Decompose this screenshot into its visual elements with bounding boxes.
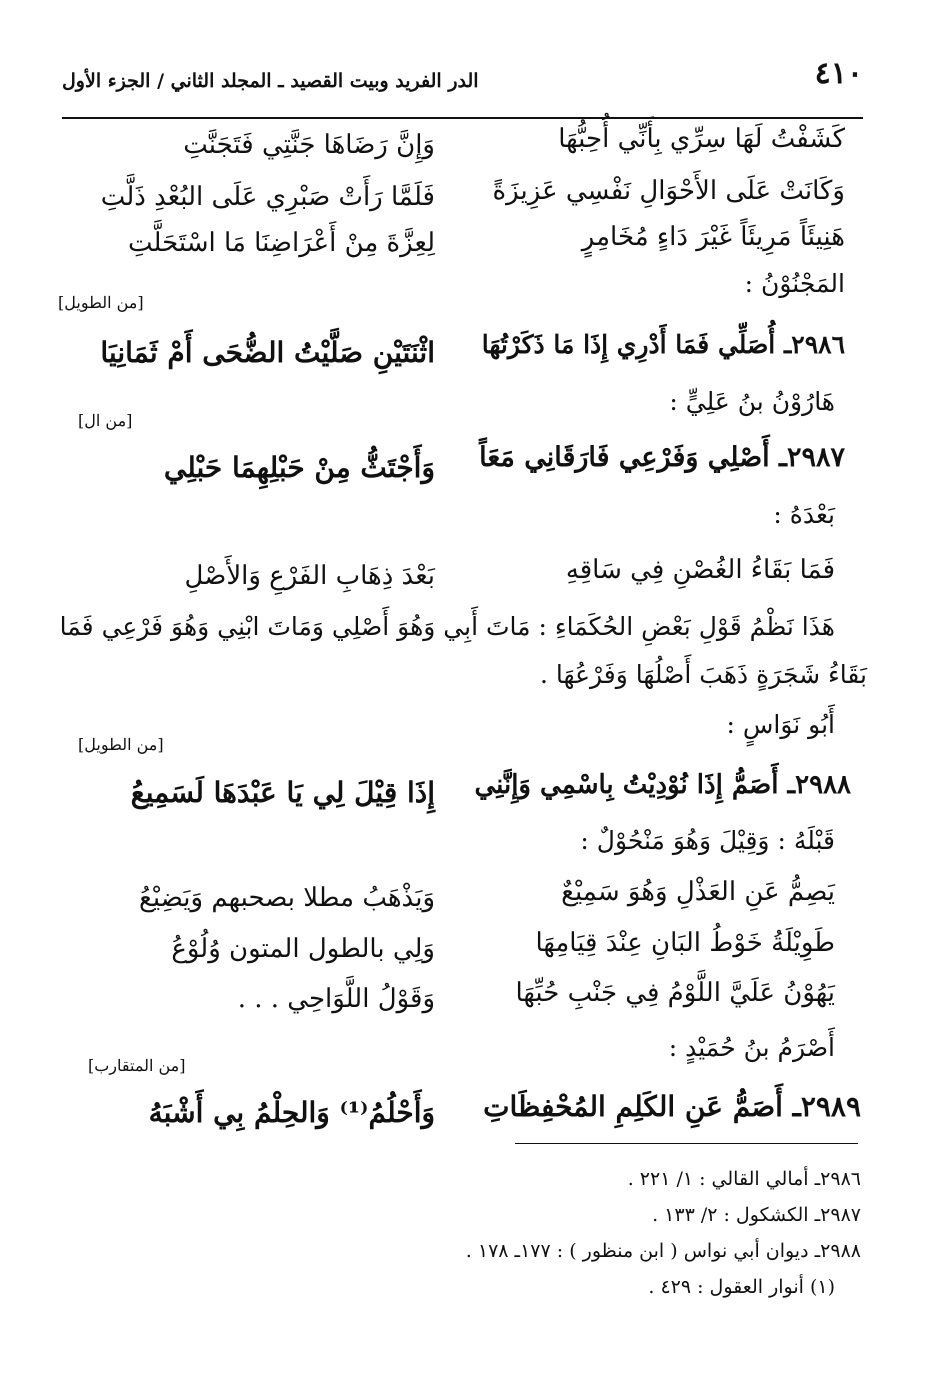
- verse-hemistich-right: يَصِمُّ عَنِ العَذْلِ وَهُوَ سَمِيْعٌ: [561, 877, 835, 907]
- footnote-rule: [515, 1143, 858, 1144]
- verse-hemistich-left: وَقَوْلُ اللَّوَاحِي . . .: [237, 984, 435, 1014]
- verse-hemistich-left: وَأَجْتَثُّ مِنْ حَبْلِهِمَا حَبْلِي: [163, 451, 435, 484]
- verse-hemistich-left: فَلَمَّا رَأَتْ صَبْرِي عَلَى البُعْدِ ذَلَّتِ: [100, 182, 435, 212]
- verse-hemistich-left: إِذَا قِيْلَ لِي يَا عَبْدَهَا لَسَمِيعُ: [130, 776, 435, 809]
- verse-hemistich-right: يَهُوْنُ عَلَيَّ اللَّوْمُ فِي جَنْبِ حُبِّهَا: [515, 978, 835, 1008]
- verse-hemistich-left: وَإِنَّ رَضَاهَا جَنَّتِي فَتَجَنَّتِ: [183, 130, 435, 160]
- meter-label: [من الطويل]: [78, 735, 164, 754]
- meter-label: [من ال]: [78, 411, 133, 430]
- verse-hemistich-right: كَشَفْتُ لَهَا سِرِّي بِأَنِّي أُحِبُّهَا: [558, 124, 845, 154]
- poet-name: هَارُوْنُ بنُ عَلِيٍّ :: [669, 387, 835, 416]
- verse-number-hemistich: ٢٩٨٨ـ أَصَمُّ إِذَا نُوْدِيْتُ بِاسْمِي وَإِنَّنِي: [474, 770, 851, 800]
- verse-number-hemistich: ٢٩٨٦ـ أُصَلِّي فَمَا أَدْرِي إِذَا مَا ذَكَرْتُهَا: [481, 330, 845, 359]
- verse-hemistich-right: وَكَانَتْ عَلَى الأَحْوَالِ نَفْسِي عَزِيزَةً: [492, 176, 845, 206]
- after-label: قَبْلَهُ : وَقِيْلَ وَهُوَ مَنْحُوْلٌ :: [580, 826, 835, 855]
- verse-hemistich-right: هَنِيئَاً مَرِيئَاً غَيْرَ دَاءٍ مُخَامِرٍ: [581, 222, 845, 252]
- poet-name: أَبُو نَوَاسٍ :: [726, 710, 835, 739]
- footnote: ٢٩٨٧ـ الكشكول : ٢/ ١٣٣ .: [652, 1204, 861, 1226]
- verse-hemistich-right: طَوِيْلَةُ خَوْطُ البَانِ عِنْدَ قِيَامِهَا: [535, 928, 835, 958]
- prose-line: بَقَاءُ شَجَرَةٍ ذَهَبَ أَصْلُهَا وَفَرْعُهَا .: [540, 660, 867, 689]
- page-number: ٤١٠: [814, 56, 863, 91]
- meter-label: [من المتقارب]: [88, 1056, 186, 1075]
- verse-hemistich-left: بَعْدَ ذِهَابِ الفَرْعِ وَالأَصْلِ: [184, 561, 435, 591]
- prose-line: هَذَا نَظْمُ قَوْلِ بَعْضِ الحُكَمَاءِ : مَاتَ أَبِي وَهُوَ أَصْلِي وَمَاتَ ابْنِي وَهُوَ فَرْعِي فَمَا: [59, 612, 835, 641]
- verse-number-hemistich: ٢٩٨٩ـ أَصَمُّ عَنِ الكَلِمِ المُحْفِظَاتِ: [483, 1090, 861, 1123]
- verse-hemistich-right: فَمَا بَقَاءُ الغُصْنِ فِي سَاقِهِ: [565, 555, 835, 585]
- verse-number-hemistich: ٢٩٨٧ـ أَصْلِي وَفَرْعِي فَارَقَانِي مَعَاً: [479, 442, 845, 473]
- footnote: ٢٩٨٦ـ أمالي القالي : ١/ ٢٢١ .: [627, 1168, 861, 1190]
- verse-hemistich-left: وَلِي بالطول المتون وُلُوْعُ: [171, 934, 435, 964]
- footnote: (١) أنوار العقول : ٤٢٩ .: [648, 1276, 835, 1298]
- verse-hemistich-left: لِعِزَّةَ مِنْ أَعْرَاضِنَا مَا اسْتَحَلَّتِ: [128, 228, 435, 258]
- verse-hemistich-left: اثْنَتَيْنِ صَلَّيْتُ الضُّحَى أَمْ ثَمَانِيَا: [100, 336, 435, 369]
- meter-label: [من الطويل]: [58, 293, 144, 312]
- running-title: الدر الفريد وبيت القصيد ـ المجلد الثاني / الجزء الأول: [62, 70, 479, 92]
- verse-hemistich-left: وَأَحْلُمُ⁽¹⁾ وَالحِلْمُ بِي أَشْبَهُ: [148, 1096, 435, 1129]
- after-label: بَعْدَهُ :: [773, 500, 835, 529]
- poet-name: أَصْرَمُ بنُ حُمَيْدٍ :: [668, 1033, 835, 1062]
- verse-hemistich-left: وَيَذْهَبُ مطلا بصحبهم وَيَضِيْعُ: [139, 883, 435, 913]
- footnote: ٢٩٨٨ـ ديوان أبي نواس ( ابن منظور ) : ١٧٧ـ ١٧٨ .: [465, 1240, 861, 1262]
- header-rule: [62, 117, 863, 119]
- poet-name: المَجْنُوْنُ :: [744, 269, 845, 298]
